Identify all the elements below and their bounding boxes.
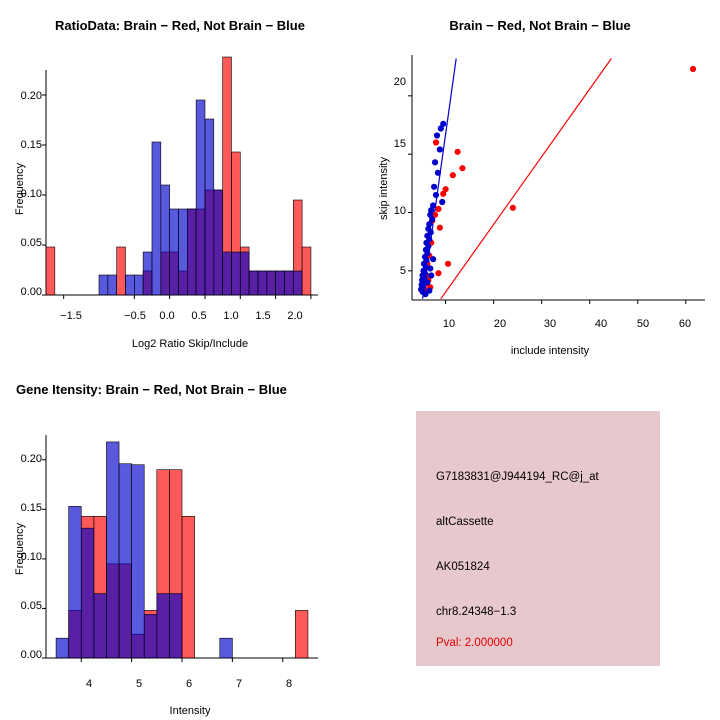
scatter-ytick-2: 15 bbox=[393, 138, 406, 150]
gene-ytick-4: 0.20 bbox=[20, 453, 42, 465]
ratio-xtick-5: 1.5 bbox=[255, 310, 271, 322]
scatter-ytick-0: 5 bbox=[399, 265, 406, 277]
scatter-ytick-1: 10 bbox=[393, 205, 406, 217]
ratio-xtick-4: 1.0 bbox=[223, 310, 239, 322]
scatter-xtick-3: 40 bbox=[594, 318, 608, 330]
ratio-xtick-1: −0.5 bbox=[124, 310, 146, 322]
scatter-xtick-1: 20 bbox=[493, 318, 507, 330]
ratio-ytick-3: 0.15 bbox=[20, 139, 42, 151]
ratio-ytick-0: 0.00 bbox=[20, 286, 42, 298]
ratio-histogram-title: RatioData: Brain − Red, Not Brain − Blue bbox=[55, 18, 305, 33]
gene-xtick-1: 5 bbox=[135, 678, 143, 690]
gene-ytick-3: 0.15 bbox=[20, 502, 42, 514]
gene-xtick-3: 7 bbox=[235, 678, 243, 690]
scatter-xtick-5: 60 bbox=[678, 318, 692, 330]
gene-ytick-2: 0.10 bbox=[20, 551, 42, 563]
info-pval: Pval: 2.000000 bbox=[436, 637, 513, 649]
ratio-ytick-4: 0.20 bbox=[20, 90, 42, 102]
ratio-ytick-2: 0.10 bbox=[20, 188, 42, 200]
gene-histogram-xlabel: Intensity bbox=[169, 705, 211, 717]
scatter-xtick-0: 10 bbox=[442, 318, 456, 330]
scatter-title: Brain − Red, Not Brain − Blue bbox=[449, 18, 631, 33]
gene-histogram-title: Gene Itensity: Brain − Red, Not Brain − Blue bbox=[16, 382, 287, 397]
scatter-plot bbox=[360, 0, 720, 360]
ratio-ytick-1: 0.05 bbox=[20, 237, 42, 249]
ratio-xtick-3: 0.5 bbox=[191, 310, 207, 322]
ratio-histogram-panel bbox=[0, 0, 360, 360]
ratio-xtick-6: 2.0 bbox=[287, 310, 303, 322]
ratio-histogram-plot bbox=[0, 0, 360, 360]
info-event-type: altCassette bbox=[436, 516, 494, 528]
ratio-xtick-2: 0.0 bbox=[159, 310, 175, 322]
info-probeset-id: G7183831@J944194_RC@j_at bbox=[436, 471, 599, 483]
scatter-ylabel: skip intensity bbox=[378, 157, 390, 220]
ratio-xtick-0: −1.5 bbox=[60, 310, 82, 322]
scatter-xtick-2: 30 bbox=[543, 318, 557, 330]
ratio-histogram-ylabel: Frequency bbox=[14, 163, 26, 215]
scatter-xlabel: include intensity bbox=[510, 345, 590, 357]
scatter-ytick-3: 20 bbox=[393, 76, 406, 88]
gene-xtick-0: 4 bbox=[85, 678, 93, 690]
gene-ytick-1: 0.05 bbox=[20, 600, 42, 612]
info-locus: chr8.24348−1.3 bbox=[436, 606, 517, 618]
gene-histogram-plot bbox=[0, 360, 360, 720]
info-accession: AK051824 bbox=[436, 561, 490, 573]
gene-histogram-ylabel: Frequency bbox=[14, 523, 26, 575]
gene-ytick-0: 0.00 bbox=[20, 649, 42, 661]
scatter-panel bbox=[360, 0, 720, 360]
gene-histogram-panel bbox=[0, 360, 360, 720]
gene-info-box bbox=[416, 411, 660, 666]
scatter-xtick-4: 50 bbox=[636, 318, 650, 330]
gene-xtick-2: 6 bbox=[185, 678, 193, 690]
ratio-histogram-xlabel: Log2 Ratio Skip/Include bbox=[131, 338, 249, 350]
gene-xtick-4: 8 bbox=[285, 678, 293, 690]
